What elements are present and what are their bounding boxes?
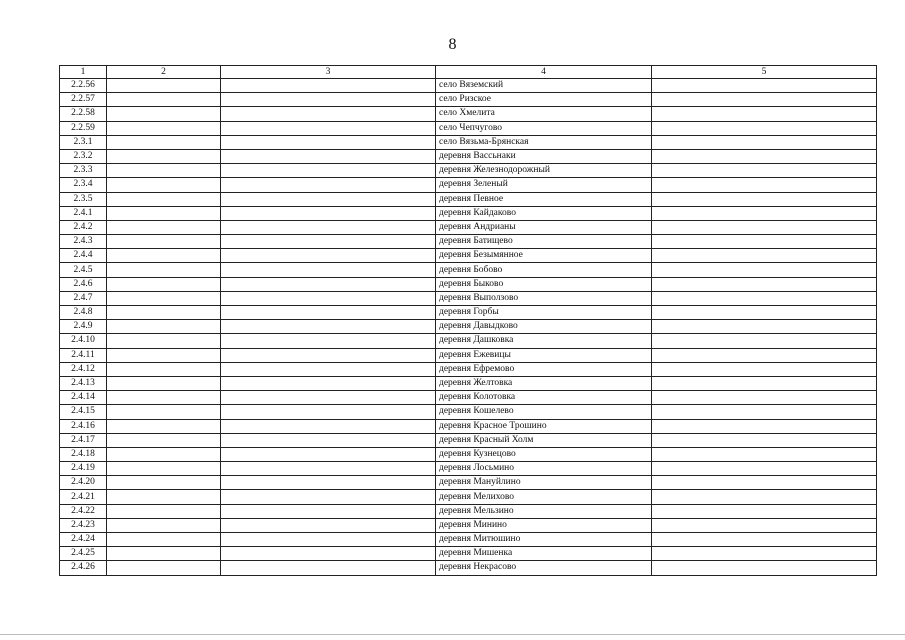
table-row [60, 476, 877, 490]
empty-cell [221, 93, 436, 107]
table-row [60, 206, 877, 220]
table-row [60, 362, 877, 376]
empty-cell [652, 504, 877, 518]
empty-cell [107, 306, 221, 320]
settlement-name-cell: деревня Кошелево [436, 405, 652, 419]
settlement-name-cell: деревня Давыдково [436, 320, 652, 334]
empty-cell [221, 362, 436, 376]
column-header: 2 [107, 66, 221, 79]
table-row [60, 348, 877, 362]
settlement-name-cell: деревня Мануйлино [436, 476, 652, 490]
empty-cell [107, 518, 221, 532]
empty-cell [652, 220, 877, 234]
empty-cell [221, 79, 436, 93]
empty-cell [652, 164, 877, 178]
empty-cell [652, 291, 877, 305]
empty-cell [107, 561, 221, 575]
row-number-cell: 2.4.17 [60, 433, 107, 447]
settlement-name-cell: деревня Батищево [436, 235, 652, 249]
empty-cell [107, 419, 221, 433]
settlement-name-cell: деревня Ефремово [436, 362, 652, 376]
empty-cell [652, 362, 877, 376]
row-number-cell: 2.4.25 [60, 547, 107, 561]
settlement-name-cell: деревня Мелихово [436, 490, 652, 504]
settlement-name-cell: деревня Кузнецово [436, 447, 652, 461]
empty-cell [221, 206, 436, 220]
row-number-cell: 2.4.16 [60, 419, 107, 433]
table-row [60, 135, 877, 149]
table-row [60, 391, 877, 405]
empty-cell [221, 447, 436, 461]
settlement-name-cell: деревня Андрианы [436, 220, 652, 234]
settlement-name-cell: деревня Мишенка [436, 547, 652, 561]
settlement-name-cell: деревня Бобово [436, 263, 652, 277]
page-bottom-divider [0, 634, 905, 635]
settlement-name-cell: деревня Певное [436, 192, 652, 206]
row-number-cell: 2.4.6 [60, 277, 107, 291]
column-header: 1 [60, 66, 107, 79]
table-row [60, 405, 877, 419]
empty-cell [221, 277, 436, 291]
empty-cell [652, 178, 877, 192]
table-row [60, 164, 877, 178]
column-header: 3 [221, 66, 436, 79]
row-number-cell: 2.3.2 [60, 149, 107, 163]
empty-cell [221, 391, 436, 405]
table-row [60, 547, 877, 561]
empty-cell [107, 391, 221, 405]
row-number-cell: 2.4.26 [60, 561, 107, 575]
table-row [60, 235, 877, 249]
empty-cell [221, 348, 436, 362]
settlement-name-cell: деревня Кайдаково [436, 206, 652, 220]
empty-cell [652, 476, 877, 490]
row-number-cell: 2.3.1 [60, 135, 107, 149]
empty-cell [107, 320, 221, 334]
empty-cell [652, 547, 877, 561]
settlement-name-cell: деревня Желтовка [436, 376, 652, 390]
empty-cell [221, 192, 436, 206]
empty-cell [107, 263, 221, 277]
empty-cell [221, 419, 436, 433]
empty-cell [221, 135, 436, 149]
table-row [60, 490, 877, 504]
empty-cell [652, 306, 877, 320]
empty-cell [652, 376, 877, 390]
table-row [60, 79, 877, 93]
empty-cell [652, 149, 877, 163]
empty-cell [221, 178, 436, 192]
table-row [60, 376, 877, 390]
row-number-cell: 2.2.57 [60, 93, 107, 107]
empty-cell [652, 192, 877, 206]
row-number-cell: 2.4.7 [60, 291, 107, 305]
empty-cell [652, 561, 877, 575]
settlement-name-cell: деревня Мельзино [436, 504, 652, 518]
empty-cell [107, 192, 221, 206]
empty-cell [107, 334, 221, 348]
empty-cell [221, 476, 436, 490]
empty-cell [221, 249, 436, 263]
empty-cell [652, 518, 877, 532]
page-number: 8 [448, 36, 457, 53]
row-number-cell: 2.4.23 [60, 518, 107, 532]
empty-cell [652, 348, 877, 362]
empty-cell [221, 149, 436, 163]
empty-cell [221, 320, 436, 334]
empty-cell [107, 376, 221, 390]
table-row [60, 518, 877, 532]
row-number-cell: 2.2.59 [60, 121, 107, 135]
empty-cell [652, 320, 877, 334]
empty-cell [221, 121, 436, 135]
table-row [60, 192, 877, 206]
empty-cell [107, 235, 221, 249]
empty-cell [221, 547, 436, 561]
empty-cell [221, 235, 436, 249]
empty-cell [221, 220, 436, 234]
empty-cell [652, 533, 877, 547]
settlement-name-cell: деревня Горбы [436, 306, 652, 320]
settlement-name-cell: село Вяземский [436, 79, 652, 93]
settlement-name-cell: деревня Минино [436, 518, 652, 532]
empty-cell [107, 547, 221, 561]
empty-cell [107, 447, 221, 461]
settlement-name-cell: село Хмелита [436, 107, 652, 121]
empty-cell [107, 291, 221, 305]
empty-cell [221, 533, 436, 547]
table-row [60, 291, 877, 305]
settlement-name-cell: село Чепчугово [436, 121, 652, 135]
empty-cell [652, 107, 877, 121]
settlement-name-cell: деревня Выползово [436, 291, 652, 305]
row-number-cell: 2.4.11 [60, 348, 107, 362]
empty-cell [107, 178, 221, 192]
row-number-cell: 2.2.58 [60, 107, 107, 121]
empty-cell [652, 206, 877, 220]
empty-cell [107, 135, 221, 149]
table-row [60, 249, 877, 263]
empty-cell [652, 433, 877, 447]
settlement-name-cell: деревня Колотовка [436, 391, 652, 405]
row-number-cell: 2.4.21 [60, 490, 107, 504]
empty-cell [652, 79, 877, 93]
table-header-row [60, 66, 877, 79]
empty-cell [221, 490, 436, 504]
table-row [60, 107, 877, 121]
table-row [60, 447, 877, 461]
settlement-name-cell: деревня Безымянное [436, 249, 652, 263]
empty-cell [107, 462, 221, 476]
settlement-name-cell: деревня Митюшино [436, 533, 652, 547]
settlement-name-cell: деревня Лосьмино [436, 462, 652, 476]
empty-cell [107, 149, 221, 163]
empty-cell [221, 462, 436, 476]
row-number-cell: 2.4.10 [60, 334, 107, 348]
empty-cell [652, 334, 877, 348]
row-number-cell: 2.4.20 [60, 476, 107, 490]
table-row [60, 561, 877, 575]
row-number-cell: 2.4.8 [60, 306, 107, 320]
table-row [60, 419, 877, 433]
row-number-cell: 2.4.1 [60, 206, 107, 220]
empty-cell [107, 164, 221, 178]
row-number-cell: 2.3.5 [60, 192, 107, 206]
row-number-cell: 2.4.5 [60, 263, 107, 277]
table-row [60, 277, 877, 291]
empty-cell [221, 405, 436, 419]
row-number-cell: 2.4.18 [60, 447, 107, 461]
column-header: 5 [652, 66, 877, 79]
empty-cell [652, 235, 877, 249]
row-number-cell: 2.4.4 [60, 249, 107, 263]
empty-cell [652, 263, 877, 277]
empty-cell [652, 93, 877, 107]
table-row [60, 433, 877, 447]
empty-cell [107, 433, 221, 447]
empty-cell [107, 504, 221, 518]
row-number-cell: 2.4.3 [60, 235, 107, 249]
row-number-cell: 2.4.14 [60, 391, 107, 405]
settlements-table [59, 65, 877, 576]
table-row [60, 178, 877, 192]
empty-cell [221, 263, 436, 277]
empty-cell [107, 121, 221, 135]
empty-cell [221, 376, 436, 390]
empty-cell [652, 391, 877, 405]
table-row [60, 121, 877, 135]
empty-cell [652, 447, 877, 461]
empty-cell [107, 79, 221, 93]
table-body [60, 79, 877, 576]
empty-cell [107, 362, 221, 376]
row-number-cell: 2.4.24 [60, 533, 107, 547]
empty-cell [652, 121, 877, 135]
empty-cell [107, 93, 221, 107]
empty-cell [221, 107, 436, 121]
empty-cell [652, 462, 877, 476]
settlement-name-cell: деревня Красный Холм [436, 433, 652, 447]
empty-cell [221, 306, 436, 320]
empty-cell [221, 433, 436, 447]
empty-cell [107, 348, 221, 362]
settlement-name-cell: деревня Железнодорожный [436, 164, 652, 178]
table-row [60, 320, 877, 334]
empty-cell [107, 490, 221, 504]
settlement-name-cell: село Ризское [436, 93, 652, 107]
empty-cell [652, 249, 877, 263]
row-number-cell: 2.4.19 [60, 462, 107, 476]
empty-cell [652, 135, 877, 149]
settlement-name-cell: деревня Зеленый [436, 178, 652, 192]
table-row [60, 306, 877, 320]
empty-cell [652, 277, 877, 291]
row-number-cell: 2.2.56 [60, 79, 107, 93]
empty-cell [107, 220, 221, 234]
settlement-name-cell: деревня Некрасово [436, 561, 652, 575]
table-row [60, 462, 877, 476]
empty-cell [107, 476, 221, 490]
settlement-name-cell: село Вязьма-Брянская [436, 135, 652, 149]
empty-cell [221, 561, 436, 575]
empty-cell [107, 405, 221, 419]
row-number-cell: 2.4.12 [60, 362, 107, 376]
table-row [60, 93, 877, 107]
table-row [60, 149, 877, 163]
table-row [60, 533, 877, 547]
settlement-name-cell: деревня Ежевицы [436, 348, 652, 362]
table-row [60, 263, 877, 277]
empty-cell [652, 490, 877, 504]
settlement-name-cell: деревня Дашковка [436, 334, 652, 348]
empty-cell [107, 249, 221, 263]
empty-cell [221, 518, 436, 532]
row-number-cell: 2.4.15 [60, 405, 107, 419]
empty-cell [652, 419, 877, 433]
row-number-cell: 2.4.22 [60, 504, 107, 518]
settlement-name-cell: деревня Быково [436, 277, 652, 291]
empty-cell [107, 277, 221, 291]
empty-cell [221, 334, 436, 348]
settlement-name-cell: деревня Вассьнаки [436, 149, 652, 163]
row-number-cell: 2.3.4 [60, 178, 107, 192]
row-number-cell: 2.4.13 [60, 376, 107, 390]
empty-cell [107, 206, 221, 220]
table-row [60, 220, 877, 234]
empty-cell [107, 107, 221, 121]
empty-cell [221, 504, 436, 518]
settlement-name-cell: деревня Красное Трошино [436, 419, 652, 433]
empty-cell [652, 405, 877, 419]
row-number-cell: 2.4.9 [60, 320, 107, 334]
table-row [60, 334, 877, 348]
column-header: 4 [436, 66, 652, 79]
table-row [60, 504, 877, 518]
empty-cell [221, 291, 436, 305]
empty-cell [221, 164, 436, 178]
row-number-cell: 2.4.2 [60, 220, 107, 234]
row-number-cell: 2.3.3 [60, 164, 107, 178]
empty-cell [107, 533, 221, 547]
